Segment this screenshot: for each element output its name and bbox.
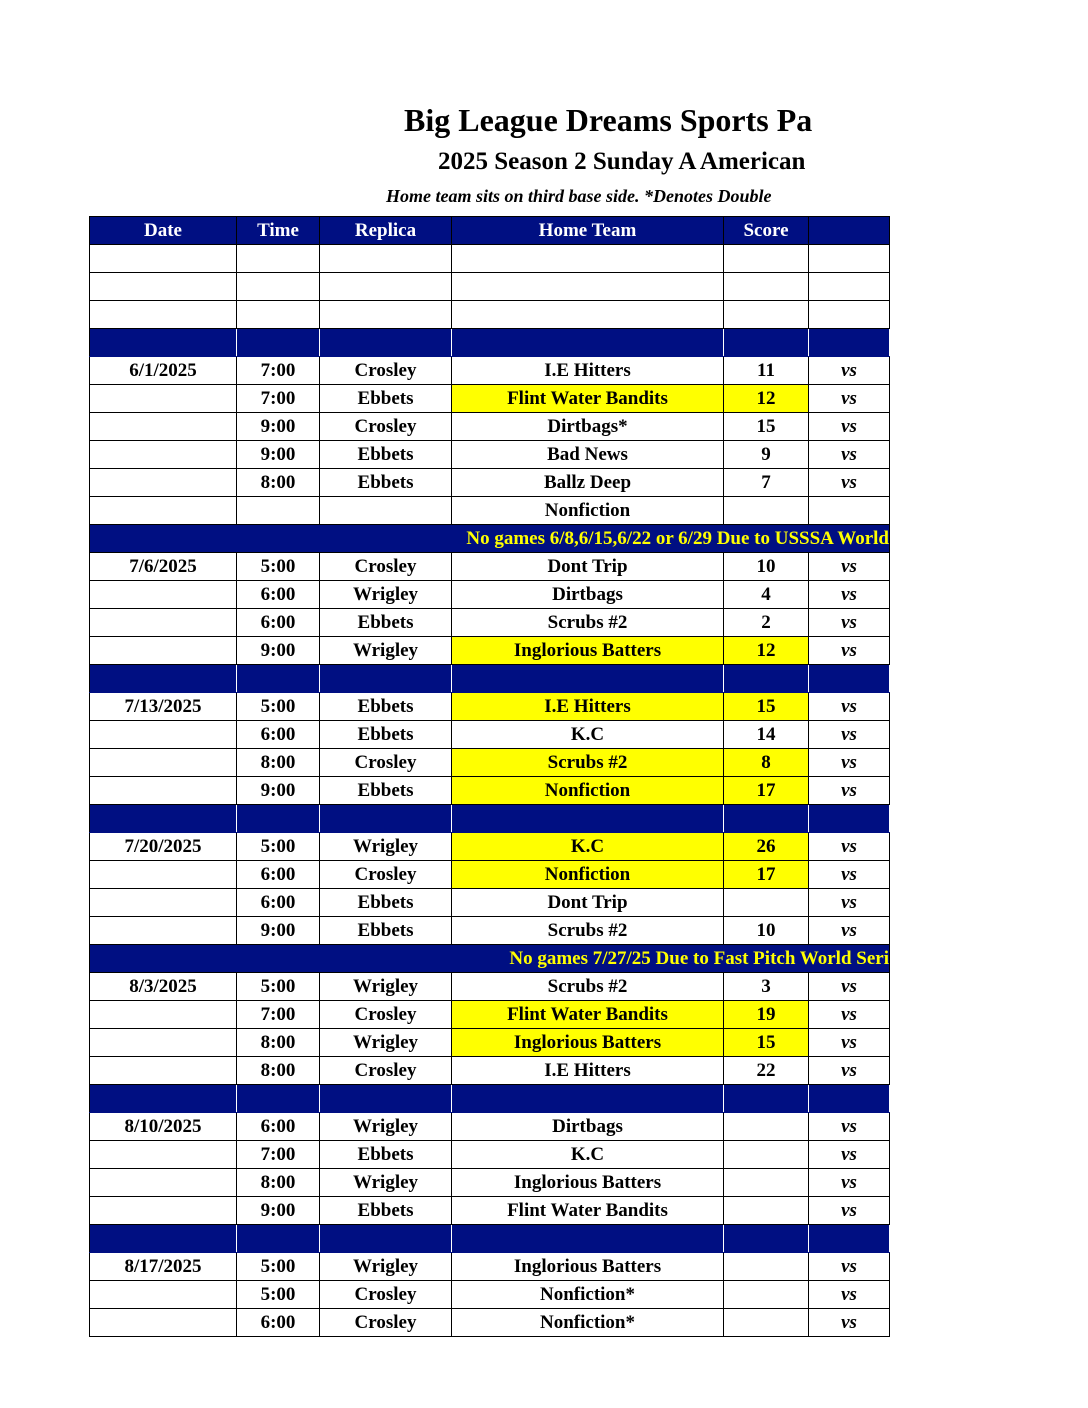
game-row [90, 1309, 890, 1337]
game-row [90, 1169, 890, 1197]
game-time-cell: 5:00 [237, 1253, 320, 1281]
game-vs-cell: vs [809, 749, 890, 777]
game-home-cell: Nonfiction [452, 861, 724, 889]
game-replica-cell: Crosley [320, 553, 452, 581]
game-score-cell: 15 [724, 693, 809, 721]
blank-cell [724, 245, 809, 273]
game-time-cell [237, 497, 320, 525]
blank-cell [809, 665, 890, 693]
blank-cell [809, 301, 890, 329]
game-row [90, 609, 890, 637]
game-date-cell [90, 413, 237, 441]
game-score-cell: 2 [724, 609, 809, 637]
blank-cell [724, 665, 809, 693]
game-score-cell [724, 497, 809, 525]
game-row [90, 581, 890, 609]
game-score-cell [724, 1169, 809, 1197]
game-row [90, 469, 890, 497]
game-vs-cell: vs [809, 637, 890, 665]
game-time-cell: 5:00 [237, 693, 320, 721]
game-replica-cell: Crosley [320, 1309, 452, 1337]
game-row [90, 833, 890, 861]
game-home-cell: Nonfiction [452, 777, 724, 805]
game-date-cell [90, 441, 237, 469]
game-score-cell [724, 1141, 809, 1169]
game-date-cell [90, 1001, 237, 1029]
game-replica-cell: Crosley [320, 1001, 452, 1029]
page-title: Big League Dreams Sports Pa [404, 102, 813, 138]
game-time-cell: 8:00 [237, 1057, 320, 1085]
game-home-cell: Ballz Deep [452, 469, 724, 497]
game-time-cell: 9:00 [237, 637, 320, 665]
game-time-cell: 5:00 [237, 973, 320, 1001]
game-time-cell: 5:00 [237, 1281, 320, 1309]
game-score-cell: 12 [724, 385, 809, 413]
game-replica-cell: Wrigley [320, 973, 452, 1001]
game-time-cell: 6:00 [237, 861, 320, 889]
game-date-cell: 6/1/2025 [90, 357, 237, 385]
game-time-cell: 6:00 [237, 889, 320, 917]
game-replica-cell: Ebbets [320, 1141, 452, 1169]
game-row [90, 497, 890, 525]
game-row [90, 1141, 890, 1169]
game-score-cell: 17 [724, 861, 809, 889]
blank-cell [90, 329, 237, 357]
game-replica-cell: Crosley [320, 1057, 452, 1085]
game-row [90, 1057, 890, 1085]
game-replica-cell: Crosley [320, 1281, 452, 1309]
game-date-cell: 7/6/2025 [90, 553, 237, 581]
game-replica-cell: Crosley [320, 861, 452, 889]
game-date-cell [90, 1197, 237, 1225]
separator-row [90, 665, 890, 693]
blank-cell [320, 805, 452, 833]
game-replica-cell: Ebbets [320, 889, 452, 917]
game-replica-cell: Ebbets [320, 917, 452, 945]
game-vs-cell: vs [809, 1253, 890, 1281]
col-date: Date [90, 217, 237, 245]
blank-cell [237, 665, 320, 693]
blank-cell [320, 665, 452, 693]
col-score: Score [724, 217, 809, 245]
game-date-cell [90, 917, 237, 945]
game-replica-cell: Crosley [320, 749, 452, 777]
game-time-cell: 6:00 [237, 581, 320, 609]
game-score-cell: 9 [724, 441, 809, 469]
game-date-cell [90, 749, 237, 777]
game-score-cell [724, 1197, 809, 1225]
game-time-cell: 5:00 [237, 833, 320, 861]
blank-row [90, 245, 890, 273]
game-date-cell: 8/17/2025 [90, 1253, 237, 1281]
game-home-cell: K.C [452, 721, 724, 749]
blank-cell [90, 665, 237, 693]
col-replica: Replica [320, 217, 452, 245]
game-score-cell [724, 1113, 809, 1141]
game-home-cell: Dont Trip [452, 553, 724, 581]
game-score-cell: 10 [724, 917, 809, 945]
game-home-cell: I.E Hitters [452, 693, 724, 721]
blank-cell [237, 301, 320, 329]
game-replica-cell: Wrigley [320, 833, 452, 861]
game-home-cell: Dirtbags* [452, 413, 724, 441]
game-time-cell: 6:00 [237, 721, 320, 749]
blank-cell [320, 1085, 452, 1113]
game-row [90, 917, 890, 945]
game-replica-cell: Ebbets [320, 609, 452, 637]
game-home-cell: Inglorious Batters [452, 637, 724, 665]
game-time-cell: 9:00 [237, 917, 320, 945]
blank-cell [452, 1085, 724, 1113]
game-time-cell: 7:00 [237, 357, 320, 385]
game-home-cell: Nonfiction [452, 497, 724, 525]
game-home-cell: Scrubs #2 [452, 749, 724, 777]
blank-cell [90, 245, 237, 273]
schedule-body [90, 245, 890, 1337]
game-replica-cell: Crosley [320, 357, 452, 385]
game-score-cell: 19 [724, 1001, 809, 1029]
blank-cell [809, 273, 890, 301]
game-home-cell: K.C [452, 1141, 724, 1169]
game-date-cell [90, 637, 237, 665]
game-date-cell [90, 385, 237, 413]
game-vs-cell: vs [809, 1169, 890, 1197]
game-time-cell: 7:00 [237, 385, 320, 413]
separator-row [90, 1085, 890, 1113]
blank-cell [724, 805, 809, 833]
game-replica-cell: Ebbets [320, 1197, 452, 1225]
game-row [90, 637, 890, 665]
game-row [90, 1029, 890, 1057]
game-home-cell: Dirtbags [452, 1113, 724, 1141]
blank-row [90, 301, 890, 329]
game-replica-cell: Wrigley [320, 1029, 452, 1057]
game-date-cell [90, 1057, 237, 1085]
game-time-cell: 6:00 [237, 1113, 320, 1141]
game-score-cell: 26 [724, 833, 809, 861]
game-replica-cell [320, 497, 452, 525]
blank-cell [237, 805, 320, 833]
game-home-cell: Scrubs #2 [452, 609, 724, 637]
game-time-cell: 9:00 [237, 777, 320, 805]
game-score-cell: 8 [724, 749, 809, 777]
game-vs-cell: vs [809, 973, 890, 1001]
separator-row [90, 1225, 890, 1253]
col-home-team: Home Team [452, 217, 724, 245]
game-time-cell: 8:00 [237, 749, 320, 777]
blank-cell [809, 805, 890, 833]
game-vs-cell: vs [809, 693, 890, 721]
game-score-cell: 12 [724, 637, 809, 665]
blank-row [90, 273, 890, 301]
game-vs-cell: vs [809, 441, 890, 469]
blank-cell [237, 329, 320, 357]
header-row [90, 217, 890, 245]
game-home-cell: Nonfiction* [452, 1309, 724, 1337]
game-time-cell: 9:00 [237, 441, 320, 469]
game-time-cell: 6:00 [237, 609, 320, 637]
game-date-cell [90, 889, 237, 917]
blank-cell [90, 301, 237, 329]
game-row [90, 749, 890, 777]
game-row [90, 1281, 890, 1309]
game-home-cell: Bad News [452, 441, 724, 469]
blank-cell [452, 273, 724, 301]
blank-cell [809, 1225, 890, 1253]
game-vs-cell: vs [809, 777, 890, 805]
game-vs-cell: vs [809, 1029, 890, 1057]
game-score-cell: 3 [724, 973, 809, 1001]
game-vs-cell: vs [809, 861, 890, 889]
blank-cell [452, 245, 724, 273]
game-score-cell [724, 889, 809, 917]
game-date-cell [90, 777, 237, 805]
game-vs-cell: vs [809, 357, 890, 385]
game-vs-cell: vs [809, 469, 890, 497]
blank-cell [809, 1085, 890, 1113]
blank-cell [724, 329, 809, 357]
blank-cell [320, 245, 452, 273]
game-row [90, 973, 890, 1001]
notice-text: No games 6/8,6/15,6/22 or 6/29 Due to USSSA World [90, 525, 890, 553]
game-time-cell: 5:00 [237, 553, 320, 581]
page-subtitle: 2025 Season 2 Sunday A American [438, 148, 806, 175]
game-replica-cell: Ebbets [320, 441, 452, 469]
game-time-cell: 8:00 [237, 1029, 320, 1057]
game-row [90, 413, 890, 441]
blank-cell [320, 301, 452, 329]
game-date-cell [90, 1281, 237, 1309]
game-score-cell: 15 [724, 413, 809, 441]
game-home-cell: Flint Water Bandits [452, 1001, 724, 1029]
game-row [90, 1197, 890, 1225]
game-row [90, 777, 890, 805]
game-time-cell: 9:00 [237, 1197, 320, 1225]
game-date-cell [90, 609, 237, 637]
game-home-cell: Inglorious Batters [452, 1169, 724, 1197]
game-score-cell: 14 [724, 721, 809, 749]
game-replica-cell: Wrigley [320, 1169, 452, 1197]
game-vs-cell: vs [809, 581, 890, 609]
game-vs-cell: vs [809, 833, 890, 861]
page-note: Home team sits on third base side. *Denotes Double [386, 186, 772, 206]
game-vs-cell: vs [809, 1113, 890, 1141]
game-row [90, 1001, 890, 1029]
game-vs-cell [809, 497, 890, 525]
game-vs-cell: vs [809, 917, 890, 945]
game-date-cell: 8/3/2025 [90, 973, 237, 1001]
blank-cell [237, 273, 320, 301]
game-score-cell: 22 [724, 1057, 809, 1085]
game-vs-cell: vs [809, 1309, 890, 1337]
blank-cell [320, 273, 452, 301]
game-date-cell [90, 1169, 237, 1197]
blank-cell [452, 1225, 724, 1253]
game-time-cell: 6:00 [237, 1309, 320, 1337]
col-vs [809, 217, 890, 245]
game-time-cell: 8:00 [237, 1169, 320, 1197]
game-time-cell: 9:00 [237, 413, 320, 441]
game-home-cell: I.E Hitters [452, 357, 724, 385]
game-row [90, 721, 890, 749]
blank-cell [90, 1085, 237, 1113]
game-score-cell: 7 [724, 469, 809, 497]
blank-cell [452, 805, 724, 833]
game-row [90, 441, 890, 469]
game-replica-cell: Wrigley [320, 1113, 452, 1141]
game-row [90, 553, 890, 581]
game-row [90, 1253, 890, 1281]
game-time-cell: 7:00 [237, 1001, 320, 1029]
game-date-cell [90, 469, 237, 497]
game-score-cell: 4 [724, 581, 809, 609]
game-vs-cell: vs [809, 1141, 890, 1169]
game-replica-cell: Ebbets [320, 469, 452, 497]
game-vs-cell: vs [809, 413, 890, 441]
game-replica-cell: Wrigley [320, 637, 452, 665]
game-score-cell: 10 [724, 553, 809, 581]
game-vs-cell: vs [809, 1197, 890, 1225]
game-home-cell: Dont Trip [452, 889, 724, 917]
game-row [90, 357, 890, 385]
game-row [90, 861, 890, 889]
game-replica-cell: Ebbets [320, 693, 452, 721]
game-vs-cell: vs [809, 385, 890, 413]
notice-row [90, 525, 890, 553]
blank-cell [724, 1085, 809, 1113]
game-vs-cell: vs [809, 553, 890, 581]
game-row [90, 889, 890, 917]
schedule-table [89, 216, 890, 1337]
blank-cell [809, 245, 890, 273]
game-score-cell [724, 1253, 809, 1281]
game-home-cell: Scrubs #2 [452, 917, 724, 945]
game-home-cell: Scrubs #2 [452, 973, 724, 1001]
game-home-cell: Nonfiction* [452, 1281, 724, 1309]
game-vs-cell: vs [809, 1001, 890, 1029]
blank-cell [320, 1225, 452, 1253]
blank-cell [237, 1085, 320, 1113]
game-replica-cell: Ebbets [320, 777, 452, 805]
game-home-cell: Dirtbags [452, 581, 724, 609]
blank-cell [724, 1225, 809, 1253]
game-time-cell: 8:00 [237, 469, 320, 497]
game-score-cell: 15 [724, 1029, 809, 1057]
blank-cell [90, 805, 237, 833]
game-replica-cell: Crosley [320, 413, 452, 441]
blank-cell [809, 329, 890, 357]
game-date-cell [90, 1029, 237, 1057]
game-replica-cell: Wrigley [320, 1253, 452, 1281]
blank-cell [90, 1225, 237, 1253]
game-replica-cell: Ebbets [320, 721, 452, 749]
separator-row [90, 805, 890, 833]
game-row [90, 1113, 890, 1141]
game-vs-cell: vs [809, 1281, 890, 1309]
game-home-cell: K.C [452, 833, 724, 861]
game-home-cell: I.E Hitters [452, 1057, 724, 1085]
game-vs-cell: vs [809, 1057, 890, 1085]
game-date-cell [90, 581, 237, 609]
game-vs-cell: vs [809, 721, 890, 749]
game-score-cell [724, 1309, 809, 1337]
game-date-cell [90, 721, 237, 749]
game-home-cell: Inglorious Batters [452, 1029, 724, 1057]
game-date-cell: 7/13/2025 [90, 693, 237, 721]
game-row [90, 385, 890, 413]
game-score-cell: 17 [724, 777, 809, 805]
notice-text: No games 7/27/25 Due to Fast Pitch World Seri [90, 945, 890, 973]
blank-cell [90, 273, 237, 301]
game-replica-cell: Wrigley [320, 581, 452, 609]
blank-cell [452, 665, 724, 693]
blank-cell [452, 329, 724, 357]
game-date-cell [90, 861, 237, 889]
game-date-cell: 7/20/2025 [90, 833, 237, 861]
game-replica-cell: Ebbets [320, 385, 452, 413]
blank-cell [237, 1225, 320, 1253]
blank-cell [724, 301, 809, 329]
separator-row [90, 329, 890, 357]
game-home-cell: Flint Water Bandits [452, 1197, 724, 1225]
col-time: Time [237, 217, 320, 245]
game-home-cell: Inglorious Batters [452, 1253, 724, 1281]
game-date-cell: 8/10/2025 [90, 1113, 237, 1141]
blank-cell [724, 273, 809, 301]
game-vs-cell: vs [809, 889, 890, 917]
game-time-cell: 7:00 [237, 1141, 320, 1169]
game-date-cell [90, 1141, 237, 1169]
game-date-cell [90, 1309, 237, 1337]
game-row [90, 693, 890, 721]
game-vs-cell: vs [809, 609, 890, 637]
game-score-cell [724, 1281, 809, 1309]
notice-row [90, 945, 890, 973]
game-date-cell [90, 497, 237, 525]
game-score-cell: 11 [724, 357, 809, 385]
blank-cell [452, 301, 724, 329]
blank-cell [320, 329, 452, 357]
game-home-cell: Flint Water Bandits [452, 385, 724, 413]
blank-cell [237, 245, 320, 273]
